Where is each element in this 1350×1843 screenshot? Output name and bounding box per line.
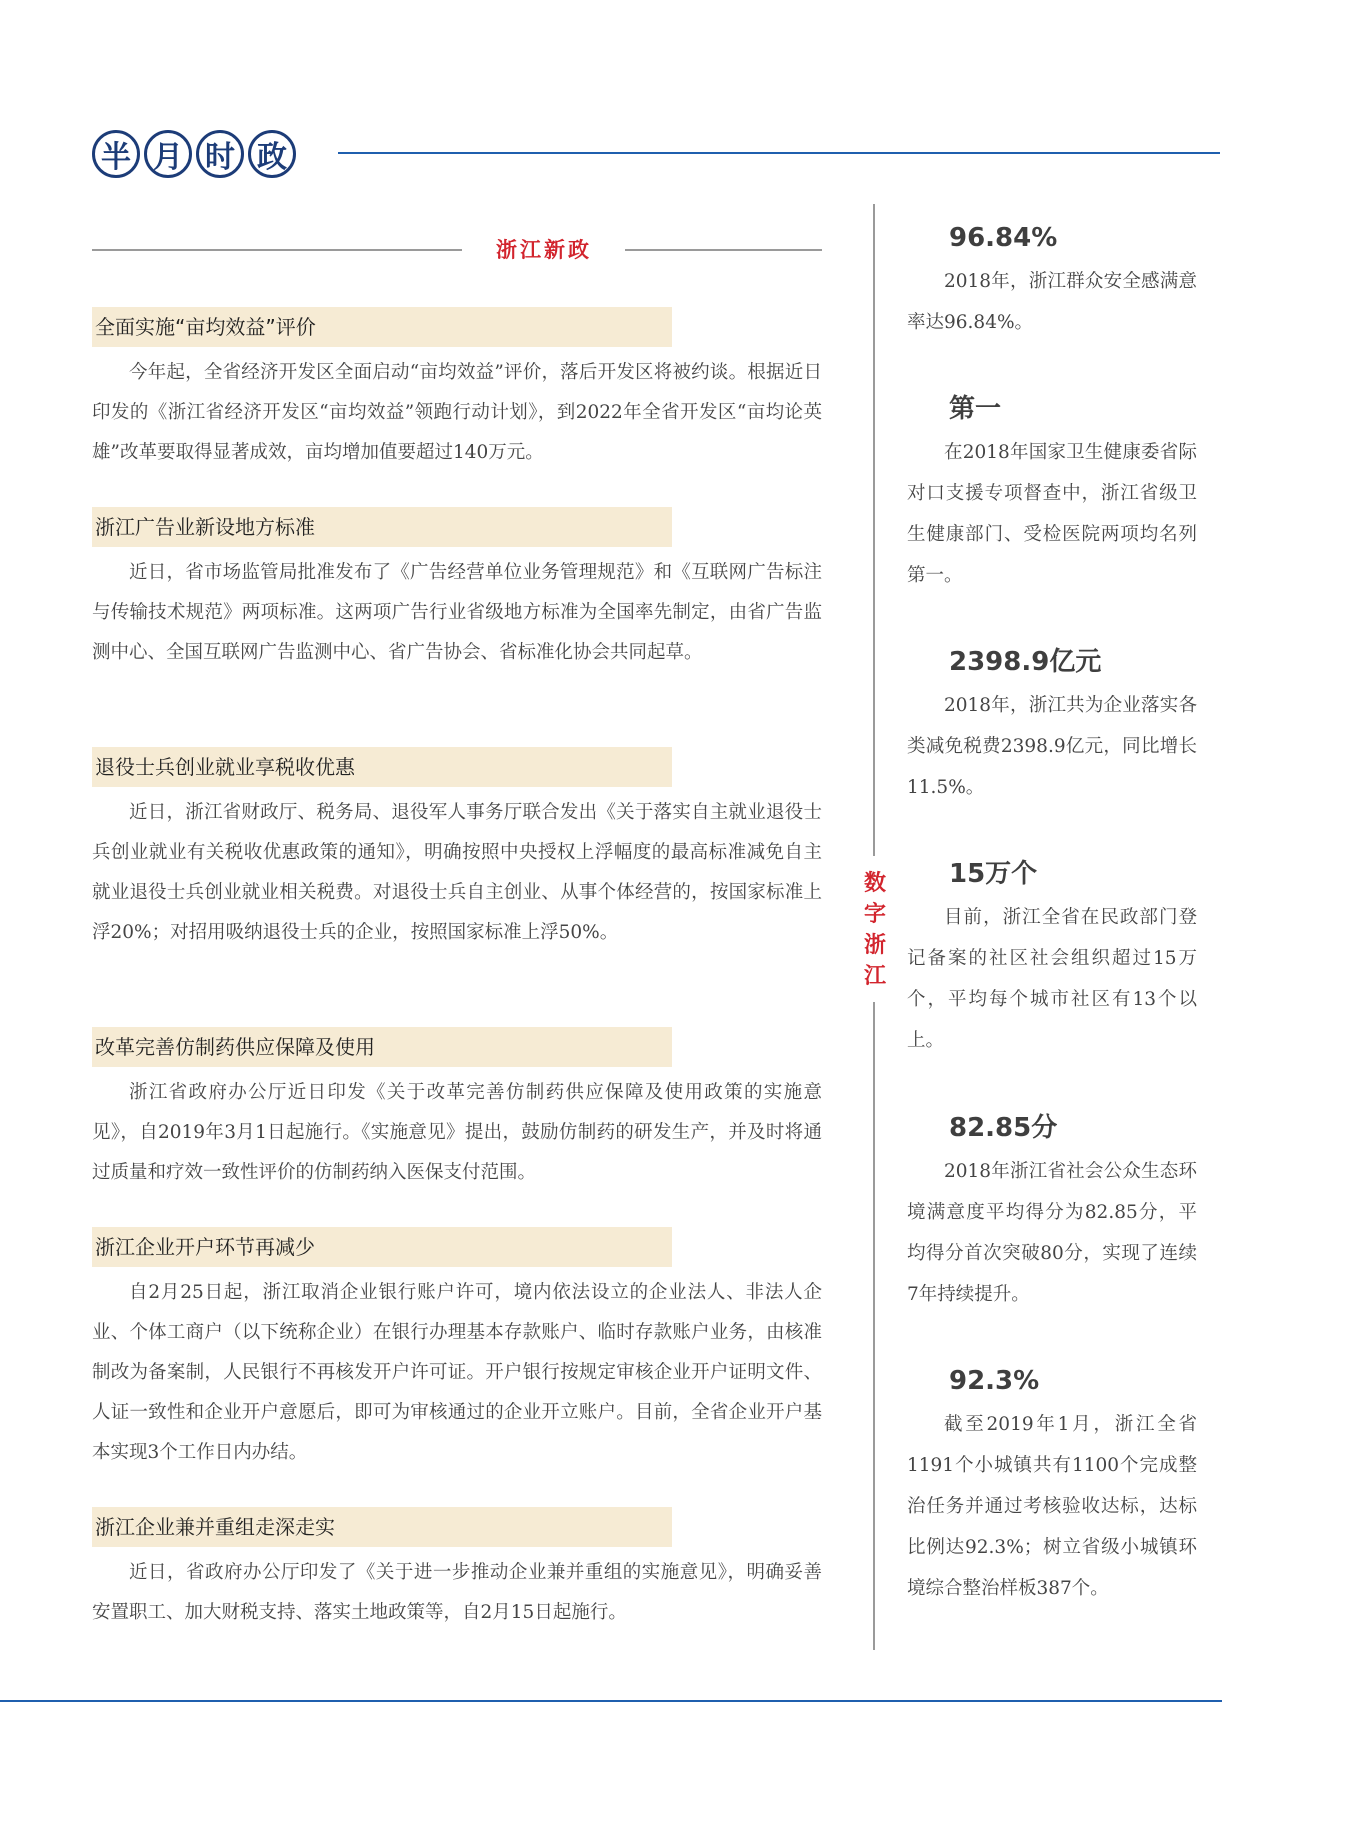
article	[92, 1027, 822, 1193]
article-body: 近日，省市场监管局批准发布了《广告经营单位业务管理规范》和《互联网广告标注与传输技术规范》两项标准。这两项广告行业省级地方标准为全国率先制定，由省广告监测中心、全国互联网广告监测中心、省广告协会、省标准化协会共同起草。	[92, 562, 822, 663]
stat-value: 15万个	[949, 859, 1038, 889]
column-divider-bottom	[873, 1002, 875, 1650]
stat-text: 2018年浙江省社会公众生态环境满意度平均得分为82.85分，平均得分首次突破80分，实现了连续7年持续提升。	[907, 1161, 1197, 1305]
article-title: 退役士兵创业就业享税收优惠	[92, 747, 672, 787]
stat-value: 92.3%	[949, 1366, 1040, 1396]
article-body: 自2月25日起，浙江取消企业银行账户许可，境内依法设立的企业法人、非法人企业、个体工商户（以下统称企业）在银行办理基本存款账户、临时存款账户业务，由核准制改为备案制，人民银行不再核发开户许可证。开户银行按规定审核企业开户证明文件、人证一致性和企业开户意愿后，即可为审核通过的企业开立账户。目前，全省企业开户基本实现3个工作日内办结。	[92, 1282, 822, 1463]
column-title-char: 半	[92, 130, 140, 178]
article-body: 浙江省政府办公厅近日印发《关于改革完善仿制药供应保障及使用政策的实施意见》，自2019年3月1日起施行。《实施意见》提出，鼓励仿制药的研发生产，并及时将通过质量和疗效一致性评价的仿制药纳入医保支付范围。	[92, 1082, 822, 1183]
article	[92, 747, 822, 953]
stat-value: 第一	[949, 394, 1002, 424]
stat-value: 96.84%	[949, 223, 1058, 253]
sidebar-title-char: 字	[863, 902, 886, 927]
stat-text: 2018年，浙江群众安全感满意率达96.84%。	[907, 271, 1197, 333]
stat-item	[907, 1364, 1197, 1609]
article-title: 浙江企业开户环节再减少	[92, 1227, 672, 1267]
column-title-char: 月	[144, 130, 192, 178]
stat-item	[907, 221, 1197, 343]
article	[92, 1227, 822, 1473]
article	[92, 507, 822, 673]
section-rule-left	[92, 249, 462, 251]
column-divider-top	[873, 204, 875, 856]
stat-value: 82.85分	[949, 1113, 1058, 1143]
stat-item	[907, 1111, 1197, 1315]
header-rule	[338, 152, 1220, 154]
stat-value: 2398.9亿元	[949, 647, 1102, 677]
column-title	[92, 130, 296, 178]
article-title: 浙江广告业新设地方标准	[92, 507, 672, 547]
stat-item	[907, 392, 1197, 596]
footer-rule	[0, 1700, 1222, 1702]
stat-item	[907, 857, 1197, 1061]
column-title-char: 政	[248, 130, 296, 178]
stat-text: 在2018年国家卫生健康委省际对口支援专项督查中，浙江省级卫生健康部门、受检医院两项均名列第一。	[907, 442, 1197, 586]
sidebar-title-char: 江	[863, 964, 886, 989]
article-title: 改革完善仿制药供应保障及使用	[92, 1027, 672, 1067]
stat-item	[907, 645, 1197, 808]
stat-text: 目前，浙江全省在民政部门登记备案的社区社会组织超过15万个，平均每个城市社区有13个以上。	[907, 907, 1197, 1051]
article-body: 近日，省政府办公厅印发了《关于进一步推动企业兼并重组的实施意见》，明确妥善安置职工、加大财税支持、落实土地政策等，自2月15日起施行。	[92, 1562, 822, 1623]
section-header	[92, 240, 822, 260]
article-body: 近日，浙江省财政厅、税务局、退役军人事务厅联合发出《关于落实自主就业退役士兵创业就业有关税收优惠政策的通知》，明确按照中央授权上浮幅度的最高标准减免自主就业退役士兵创业就业相关税费。对退役士兵自主创业、从事个体经营的，按国家标准上浮20%；对招用吸纳退役士兵的企业，按照国家标准上浮50%。	[92, 802, 822, 943]
sidebar-title-char: 浙	[863, 933, 886, 958]
article-title: 全面实施“亩均效益”评价	[92, 307, 672, 347]
sidebar-title-char: 数	[863, 871, 886, 896]
sidebar-title	[852, 868, 898, 992]
article-body: 今年起，全省经济开发区全面启动“亩均效益”评价，落后开发区将被约谈。根据近日印发的《浙江省经济开发区“亩均效益”领跑行动计划》，到2022年全省开发区“亩均论英雄”改革要取得显著成效，亩均增加值要超过140万元。	[92, 362, 822, 463]
stat-text: 截至2019年1月，浙江全省1191个小城镇共有1100个完成整治任务并通过考核验收达标，达标比例达92.3%；树立省级小城镇环境综合整治样板387个。	[907, 1414, 1197, 1599]
section-title: 浙江新政	[496, 238, 592, 262]
column-title-char: 时	[196, 130, 244, 178]
stat-text: 2018年，浙江共为企业落实各类减免税费2398.9亿元，同比增长11.5%。	[907, 695, 1197, 798]
section-rule-right	[625, 249, 822, 251]
article	[92, 1507, 822, 1633]
article	[92, 307, 822, 473]
article-title: 浙江企业兼并重组走深走实	[92, 1507, 672, 1547]
